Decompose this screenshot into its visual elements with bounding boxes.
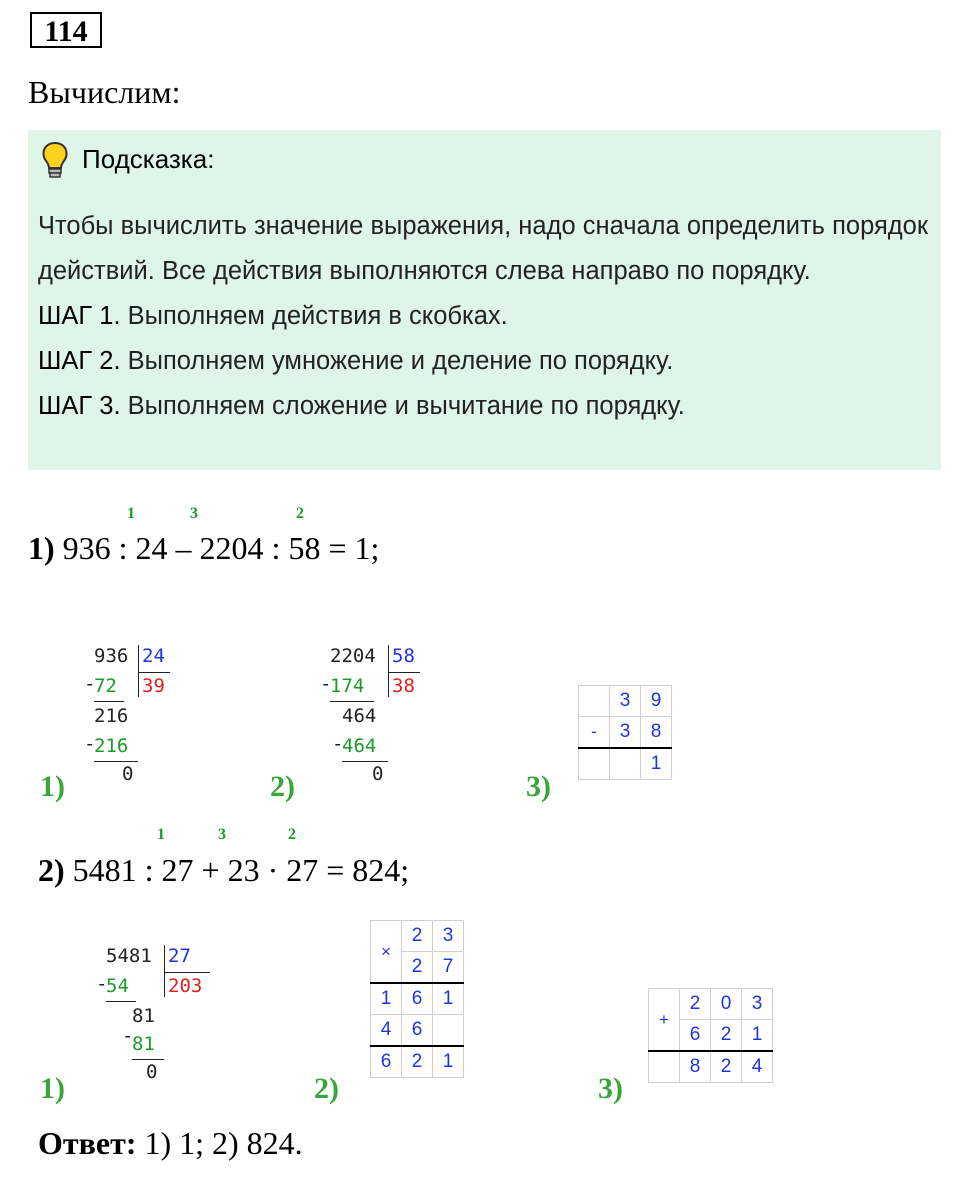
divisor: 27: [168, 945, 191, 967]
grid-cell: 4: [371, 1015, 402, 1047]
subtrahend: 81: [132, 1033, 155, 1055]
step-label: ШАГ 3.: [38, 392, 121, 420]
step-label-1: 1): [40, 770, 65, 803]
addition-grid: [648, 988, 773, 1083]
task-number: 114: [30, 12, 102, 48]
quotient: 38: [392, 675, 415, 697]
grid-cell: 1: [641, 748, 672, 780]
expression-number: 1): [28, 530, 55, 566]
grid-cell: 1: [433, 983, 464, 1015]
answer-label: Ответ:: [38, 1125, 137, 1161]
quotient: 203: [168, 975, 203, 997]
dividend: 936: [94, 645, 129, 667]
intro-text: Вычислим:: [28, 74, 181, 110]
order-mark: 1: [127, 505, 135, 522]
grid-cell: 2: [711, 1051, 742, 1083]
long-division-1: 936 24 - 72 39 216 - 216 0: [84, 645, 194, 795]
expression-text: 936 : 24 – 2204 : 58 = 1;: [54, 530, 380, 566]
subtrahend: 464: [342, 735, 377, 757]
grid-cell: 6: [680, 1020, 711, 1052]
step-text: Выполняем сложение и вычитание по порядку.: [120, 392, 685, 420]
grid-cell: [433, 1015, 464, 1047]
hint-title: Подсказка:: [82, 144, 215, 174]
step-text: Выполняем умножение и деление по порядку.: [120, 347, 674, 375]
grid-cell: 1: [433, 1046, 464, 1078]
grid-cell: 3: [610, 717, 641, 749]
minus-sign: [579, 686, 610, 717]
order-mark: 3: [218, 826, 226, 843]
grid-cell: [579, 748, 610, 780]
dividend: 5481: [106, 945, 152, 967]
grid-cell: 2: [402, 921, 433, 952]
step-label: ШАГ 1.: [38, 302, 121, 330]
remainder: 81: [132, 1005, 155, 1027]
grid-cell: [649, 1051, 680, 1083]
remainder: 0: [122, 763, 134, 785]
remainder: 0: [372, 763, 384, 785]
subtrahend: 174: [330, 675, 365, 697]
minus-sign: -: [579, 717, 610, 749]
subtrahend: 54: [106, 975, 129, 997]
grid-cell: 9: [641, 686, 672, 717]
step-label-1: 1): [40, 1072, 65, 1105]
grid-cell: 6: [402, 1015, 433, 1047]
grid-cell: 2: [402, 952, 433, 984]
hint-body: [38, 204, 928, 429]
divisor: 24: [142, 645, 165, 667]
grid-cell: 8: [680, 1051, 711, 1083]
quotient: 39: [142, 675, 165, 697]
grid-cell: 3: [610, 686, 641, 717]
hint-step-1: [38, 294, 928, 339]
grid-cell: 4: [742, 1051, 773, 1083]
grid-cell: [610, 748, 641, 780]
grid-cell: 6: [371, 1046, 402, 1078]
expression-text: 5481 : 27 + 23 · 27 = 824;: [64, 852, 410, 888]
hint-step-3: [38, 384, 928, 429]
grid-cell: 7: [433, 952, 464, 984]
order-mark: 3: [190, 505, 198, 522]
times-sign: ×: [371, 921, 402, 984]
plus-sign: +: [649, 989, 680, 1052]
order-mark: 2: [288, 826, 296, 843]
divisor: 58: [392, 645, 415, 667]
remainder: 0: [146, 1061, 158, 1083]
grid-cell: 2: [402, 1046, 433, 1078]
long-division-3: 5481 27 - 54 203 81 - 81 0: [96, 945, 216, 1095]
grid-cell: 1: [742, 1020, 773, 1052]
grid-cell: 6: [402, 983, 433, 1015]
subtraction-grid: [578, 685, 672, 780]
hint-text: Чтобы вычислить значение выражения, надо сначала определить порядок действий. Все действия выполняются слева направо по порядку.: [38, 212, 928, 285]
step-label: ШАГ 2.: [38, 347, 121, 375]
subtrahend: 72: [94, 675, 117, 697]
multiplication-grid: [370, 920, 464, 1078]
answer-text: 1) 1; 2) 824.: [136, 1125, 303, 1161]
order-mark: 1: [157, 826, 165, 843]
grid-cell: 0: [711, 989, 742, 1020]
expression-number: 2): [38, 852, 65, 888]
subtrahend: 216: [94, 735, 129, 757]
grid-cell: 2: [711, 1020, 742, 1052]
grid-cell: 3: [742, 989, 773, 1020]
grid-cell: 3: [433, 921, 464, 952]
grid-cell: 2: [680, 989, 711, 1020]
expression-1: [28, 530, 379, 567]
step-text: Выполняем действия в скобках.: [120, 302, 508, 330]
hint-step-2: [38, 339, 928, 384]
grid-cell: 8: [641, 717, 672, 749]
answer: [38, 1125, 303, 1162]
dividend: 2204: [330, 645, 376, 667]
expression-2: [38, 852, 409, 889]
step-label-3: 3): [598, 1072, 623, 1105]
step-label-2: 2): [314, 1072, 339, 1105]
order-mark: 2: [296, 505, 304, 522]
remainder: 464: [342, 705, 377, 727]
step-label-2: 2): [270, 770, 295, 803]
long-division-2: 2204 58 - 174 38 464 - 464 0: [320, 645, 440, 795]
lightbulb-icon: [38, 140, 72, 180]
grid-cell: 1: [371, 983, 402, 1015]
hint-box: [28, 130, 941, 470]
remainder: 216: [94, 705, 129, 727]
step-label-3: 3): [526, 770, 551, 803]
